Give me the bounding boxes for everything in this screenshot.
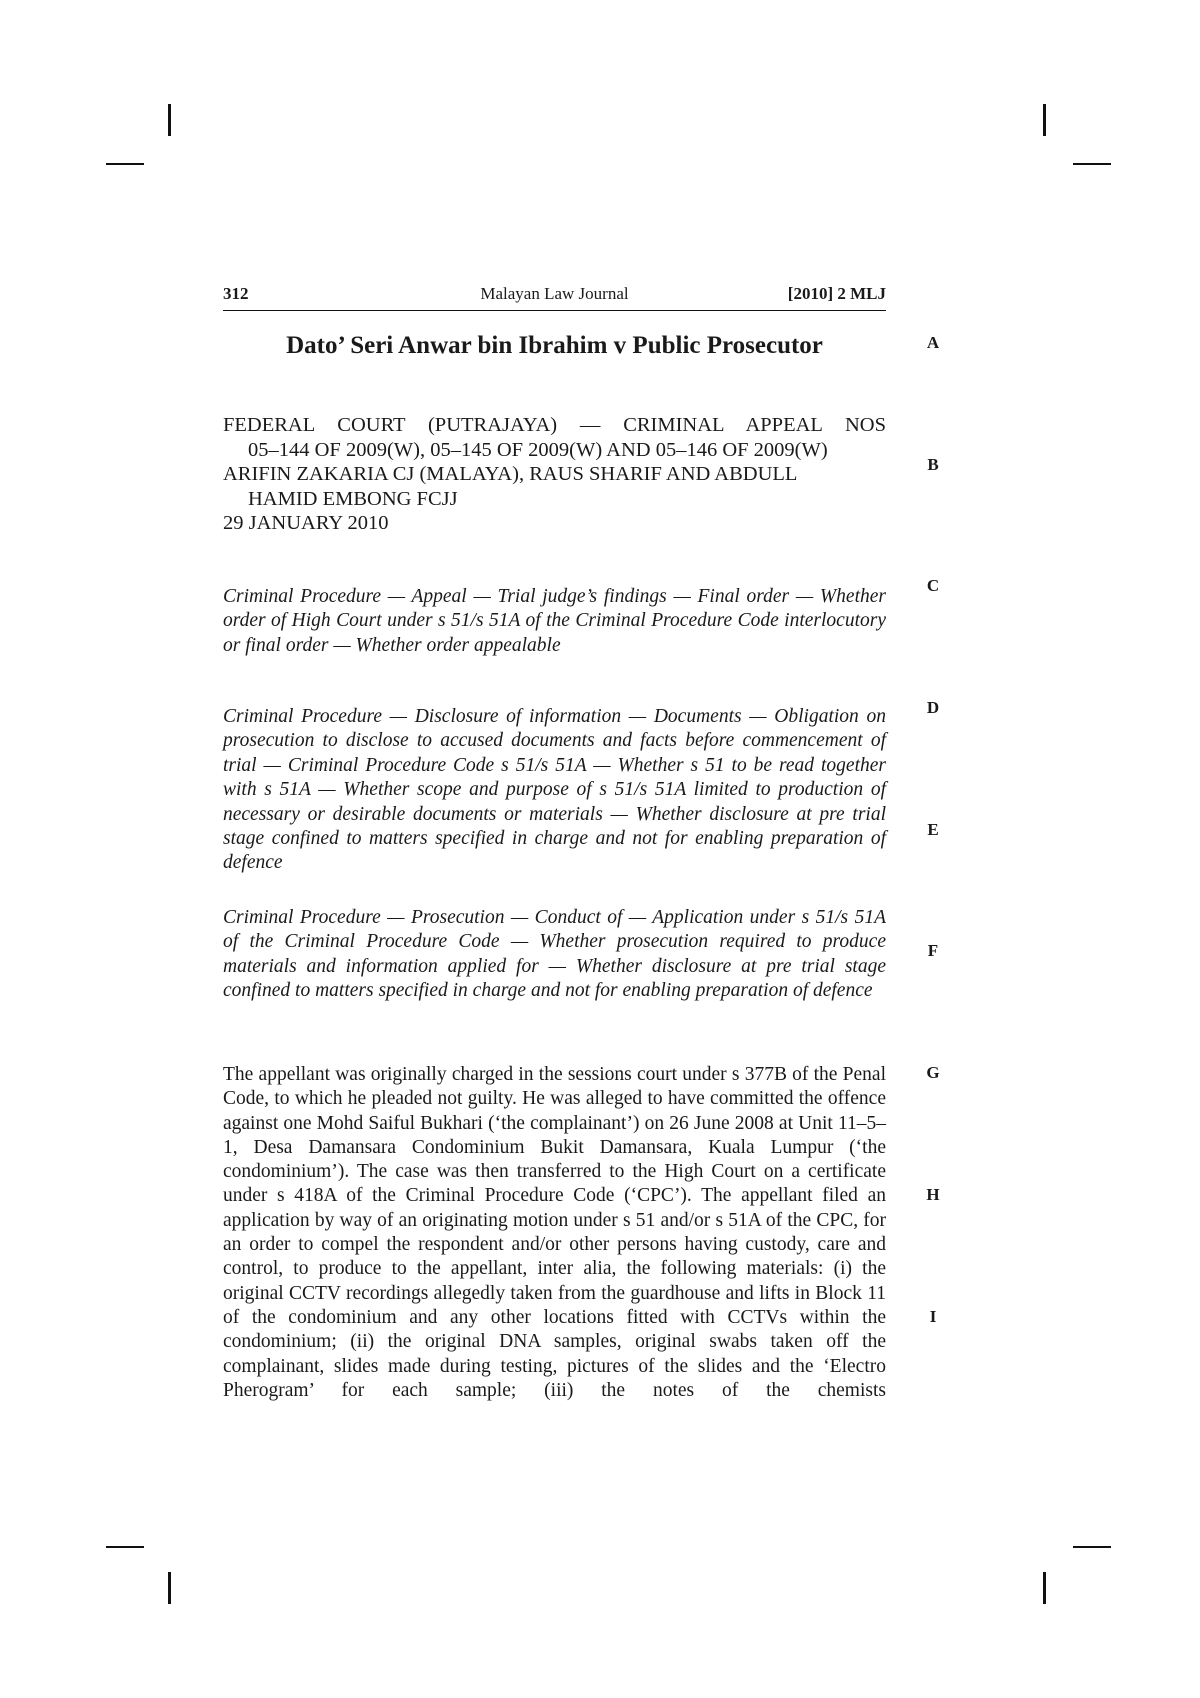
crop-mark-bottom-left-horizontal (106, 1546, 144, 1548)
case-title: Dato’ Seri Anwar bin Ibrahim v Public Prosecutor (286, 332, 823, 359)
margin-letter: B (927, 455, 939, 474)
headnote-body-paragraph: The appellant was originally charged in the sessions court under s 377B of the Penal Code, to which he pleaded not guilty. He was alleged to have committed the offence against one Mohd Saiful Bukhari (‘the complainant’) on 26 June 2008 at Unit 11–5–1, Desa Damansara Condominium Bukit Damansara, Kuala Lumpur (‘the condominium’). The case was then transferred to the High Court on a certificate under s 418A of the Criminal Procedure Code (‘CPC’). The appellant filed an application by way of an originating motion under s 51 and/or s 51A of the CPC, for an order to compel the respondent and/or other persons having custody, care and control, to produce to the appellant, inter alia, the following materials: (i) the original CCTV recordings allegedly taken from the guardhouse and lifts in Block 11 of the condominium and any other locations fitted with CCTVs within the condominium; (ii) the original DNA samples, original swabs taken off the complainant, slides made during testing, pictures of the slides and the ‘Electro Pherogram’ for each sample; (iii) the notes of the chemists (223, 1064, 886, 1401)
coram-line: ARIFIN ZAKARIA CJ (MALAYA), RAUS SHARIF AND ABDULL (223, 463, 798, 485)
catchword-paragraph: Criminal Procedure — Disclosure of information — Documents — Obligation on prosecution to disclose to accused documents and facts before commencement of trial — Criminal Procedure Code s 51/s 51A — Whether s 51 to be read together with s 51A — Whether scope and purpose of s 51/s 51A limited to production of necessary or desirable documents or materials — Whether disclosure at pre trial stage confined to matters specified in charge and not for enabling preparation of defence (223, 706, 886, 874)
journal-citation: [2010] 2 MLJ (787, 284, 886, 303)
margin-letter: F (927, 941, 939, 960)
header-rule (223, 310, 886, 311)
margin-letter: G (926, 1063, 940, 1082)
page-number: 312 (223, 284, 249, 303)
decision-date: 29 JANUARY 2010 (223, 512, 389, 534)
crop-mark-top-left-vertical (168, 104, 171, 136)
margin-letter: A (926, 333, 940, 352)
crop-mark-top-left-horizontal (106, 163, 144, 165)
margin-letter: I (929, 1307, 937, 1326)
margin-letter: D (926, 698, 940, 717)
appeal-numbers-line: 05–144 OF 2009(W), 05–145 OF 2009(W) AND 05–146 OF 2009(W) (248, 438, 828, 461)
court-details (223, 413, 886, 536)
coram-line-continued: HAMID EMBONG FCJJ (248, 487, 458, 510)
margin-letter: H (926, 1185, 940, 1204)
court-line: FEDERAL COURT (PUTRAJAYA) — CRIMINAL APPEAL NOS (223, 414, 886, 436)
catchword-paragraph: Criminal Procedure — Appeal — Trial judge’s findings — Final order — Whether order of High Court under s 51/s 51A of the Criminal Procedure Code interlocutory or final order — Whether order appealable (223, 586, 886, 656)
journal-name: Malayan Law Journal (480, 284, 629, 303)
crop-mark-top-right-vertical (1043, 104, 1046, 136)
catchword-paragraph: Criminal Procedure — Prosecution — Conduct of — Application under s 51/s 51A of the Criminal Procedure Code — Whether prosecution required to produce materials and information applied for — Whether disclosure at pre trial stage confined to matters specified in charge and not for enabling preparation of defence (223, 907, 886, 1002)
margin-letter: C (926, 576, 940, 595)
crop-mark-bottom-left-vertical (168, 1572, 171, 1604)
running-header (223, 284, 886, 308)
margin-letter: E (927, 820, 939, 839)
crop-mark-bottom-right-vertical (1043, 1572, 1046, 1604)
crop-mark-bottom-right-horizontal (1073, 1546, 1111, 1548)
crop-mark-top-right-horizontal (1073, 163, 1111, 165)
